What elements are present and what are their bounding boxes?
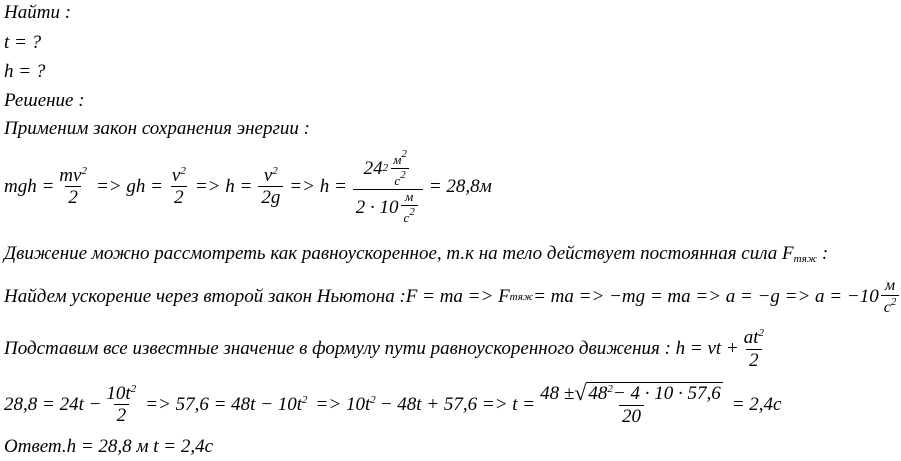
radicand-b: − 4 · 10 · 57,6: [612, 383, 721, 404]
radicand-a: 48: [588, 383, 608, 404]
frac-num-sup: 2: [81, 164, 87, 177]
unit-m-over-s2: [401, 190, 418, 226]
energy-equation: [4, 148, 496, 226]
frac-num-sup: 2: [758, 327, 765, 339]
solution-label: Решение :: [4, 90, 85, 111]
radical-icon: √: [574, 380, 587, 405]
unit-den-sup: 2: [400, 168, 406, 181]
motion-text: [4, 243, 828, 265]
solve-part-b: [145, 394, 307, 416]
frac-den: 20: [619, 405, 644, 428]
fraction-height-value: [353, 148, 423, 226]
fraction-quadratic-root: [537, 382, 726, 428]
fraction-mv2-over-2: [56, 165, 90, 210]
motion-text-body: Движение можно рассмотреть как равноускоренное, т.к на тело действует постоянная сила F: [4, 243, 794, 264]
unit-den: с: [394, 172, 401, 188]
newton-text-b: = ma => −mg = ma => a = −g => a = −10: [533, 286, 879, 308]
solve-c-text: => 10t: [315, 393, 371, 415]
time-result: = 2,4с: [731, 393, 782, 415]
solve-part-c: [316, 394, 376, 416]
newton-text-a: Найдем ускорение через второй закон Ньютона :F = ma => F: [4, 286, 510, 308]
big-num-a: 24: [363, 157, 383, 179]
unit-den-sup: 2: [409, 205, 415, 218]
frac-den: 2: [171, 186, 187, 209]
fraction-10t2-over-2: [103, 383, 139, 428]
frac-num: at: [743, 327, 759, 348]
apply-law-text: Применим закон сохранения энергии :: [4, 118, 310, 139]
root-prefix: 48 ±: [540, 383, 575, 404]
frac-num: v: [263, 164, 273, 186]
frac-den: 2: [65, 186, 81, 209]
frac-num-sup: 2: [130, 382, 137, 395]
find-h: h = ?: [4, 61, 46, 82]
radicand: [586, 382, 722, 405]
unit-den-sup: 2: [890, 296, 897, 309]
fraction-v2-over-2g: [258, 165, 283, 210]
unit-den: с: [883, 299, 891, 317]
frac-num: mv: [59, 164, 82, 186]
substitute-equation: [4, 327, 769, 372]
big-den-a: 2 · 10: [355, 196, 399, 218]
energy-step-2: => h =: [194, 175, 253, 197]
motion-text-sub: тяж: [793, 253, 818, 265]
unit-m2-over-s2: [390, 148, 410, 189]
solve-equation: [4, 382, 786, 428]
frac-num-sup: 2: [272, 164, 278, 177]
unit-den: с: [403, 209, 410, 225]
energy-step-1: => gh =: [95, 175, 163, 197]
big-num-a-sup: 2: [382, 162, 389, 175]
unit-num: м: [405, 188, 414, 204]
sqrt-symbol: [574, 382, 722, 405]
frac-den: 2: [746, 349, 762, 372]
newton-equation: [4, 277, 901, 318]
energy-lhs: mgh =: [4, 175, 55, 197]
unit-num: м: [393, 152, 402, 167]
frac-num-sup: 2: [180, 164, 186, 177]
unit-m-over-s2: [881, 277, 900, 318]
newton-sub: тяж: [509, 291, 534, 304]
solve-b-text: => 57,6 = 48t − 10t: [145, 393, 303, 415]
motion-text-end: :: [817, 243, 829, 264]
energy-step-3: => h =: [289, 175, 347, 197]
solve-b-sup: 2: [302, 393, 308, 406]
fraction-at2-over-2: [741, 327, 767, 372]
frac-num: v: [171, 164, 181, 186]
unit-num: м: [884, 277, 896, 294]
unit-num-sup: 2: [401, 148, 407, 160]
solve-c-sup: 2: [370, 393, 376, 406]
solve-part-d: − 48t + 57,6 => t =: [379, 393, 536, 415]
fraction-v2-over-2: [169, 165, 189, 210]
solve-part-a: 28,8 = 24t −: [4, 393, 102, 415]
frac-den: 2g: [258, 186, 283, 209]
height-result: = 28,8м: [428, 175, 492, 197]
answer-line: Ответ.h = 28,8 м t = 2,4с: [4, 436, 214, 457]
find-t: t = ?: [4, 32, 42, 53]
radicand-a-sup: 2: [607, 383, 613, 395]
frac-den: 2: [114, 404, 130, 427]
find-label: Найти :: [4, 2, 72, 23]
frac-num: 10t: [106, 382, 131, 404]
substitute-text: Подставим все известные значение в формулу пути равноускоренного движения : h = vt +: [4, 338, 739, 360]
